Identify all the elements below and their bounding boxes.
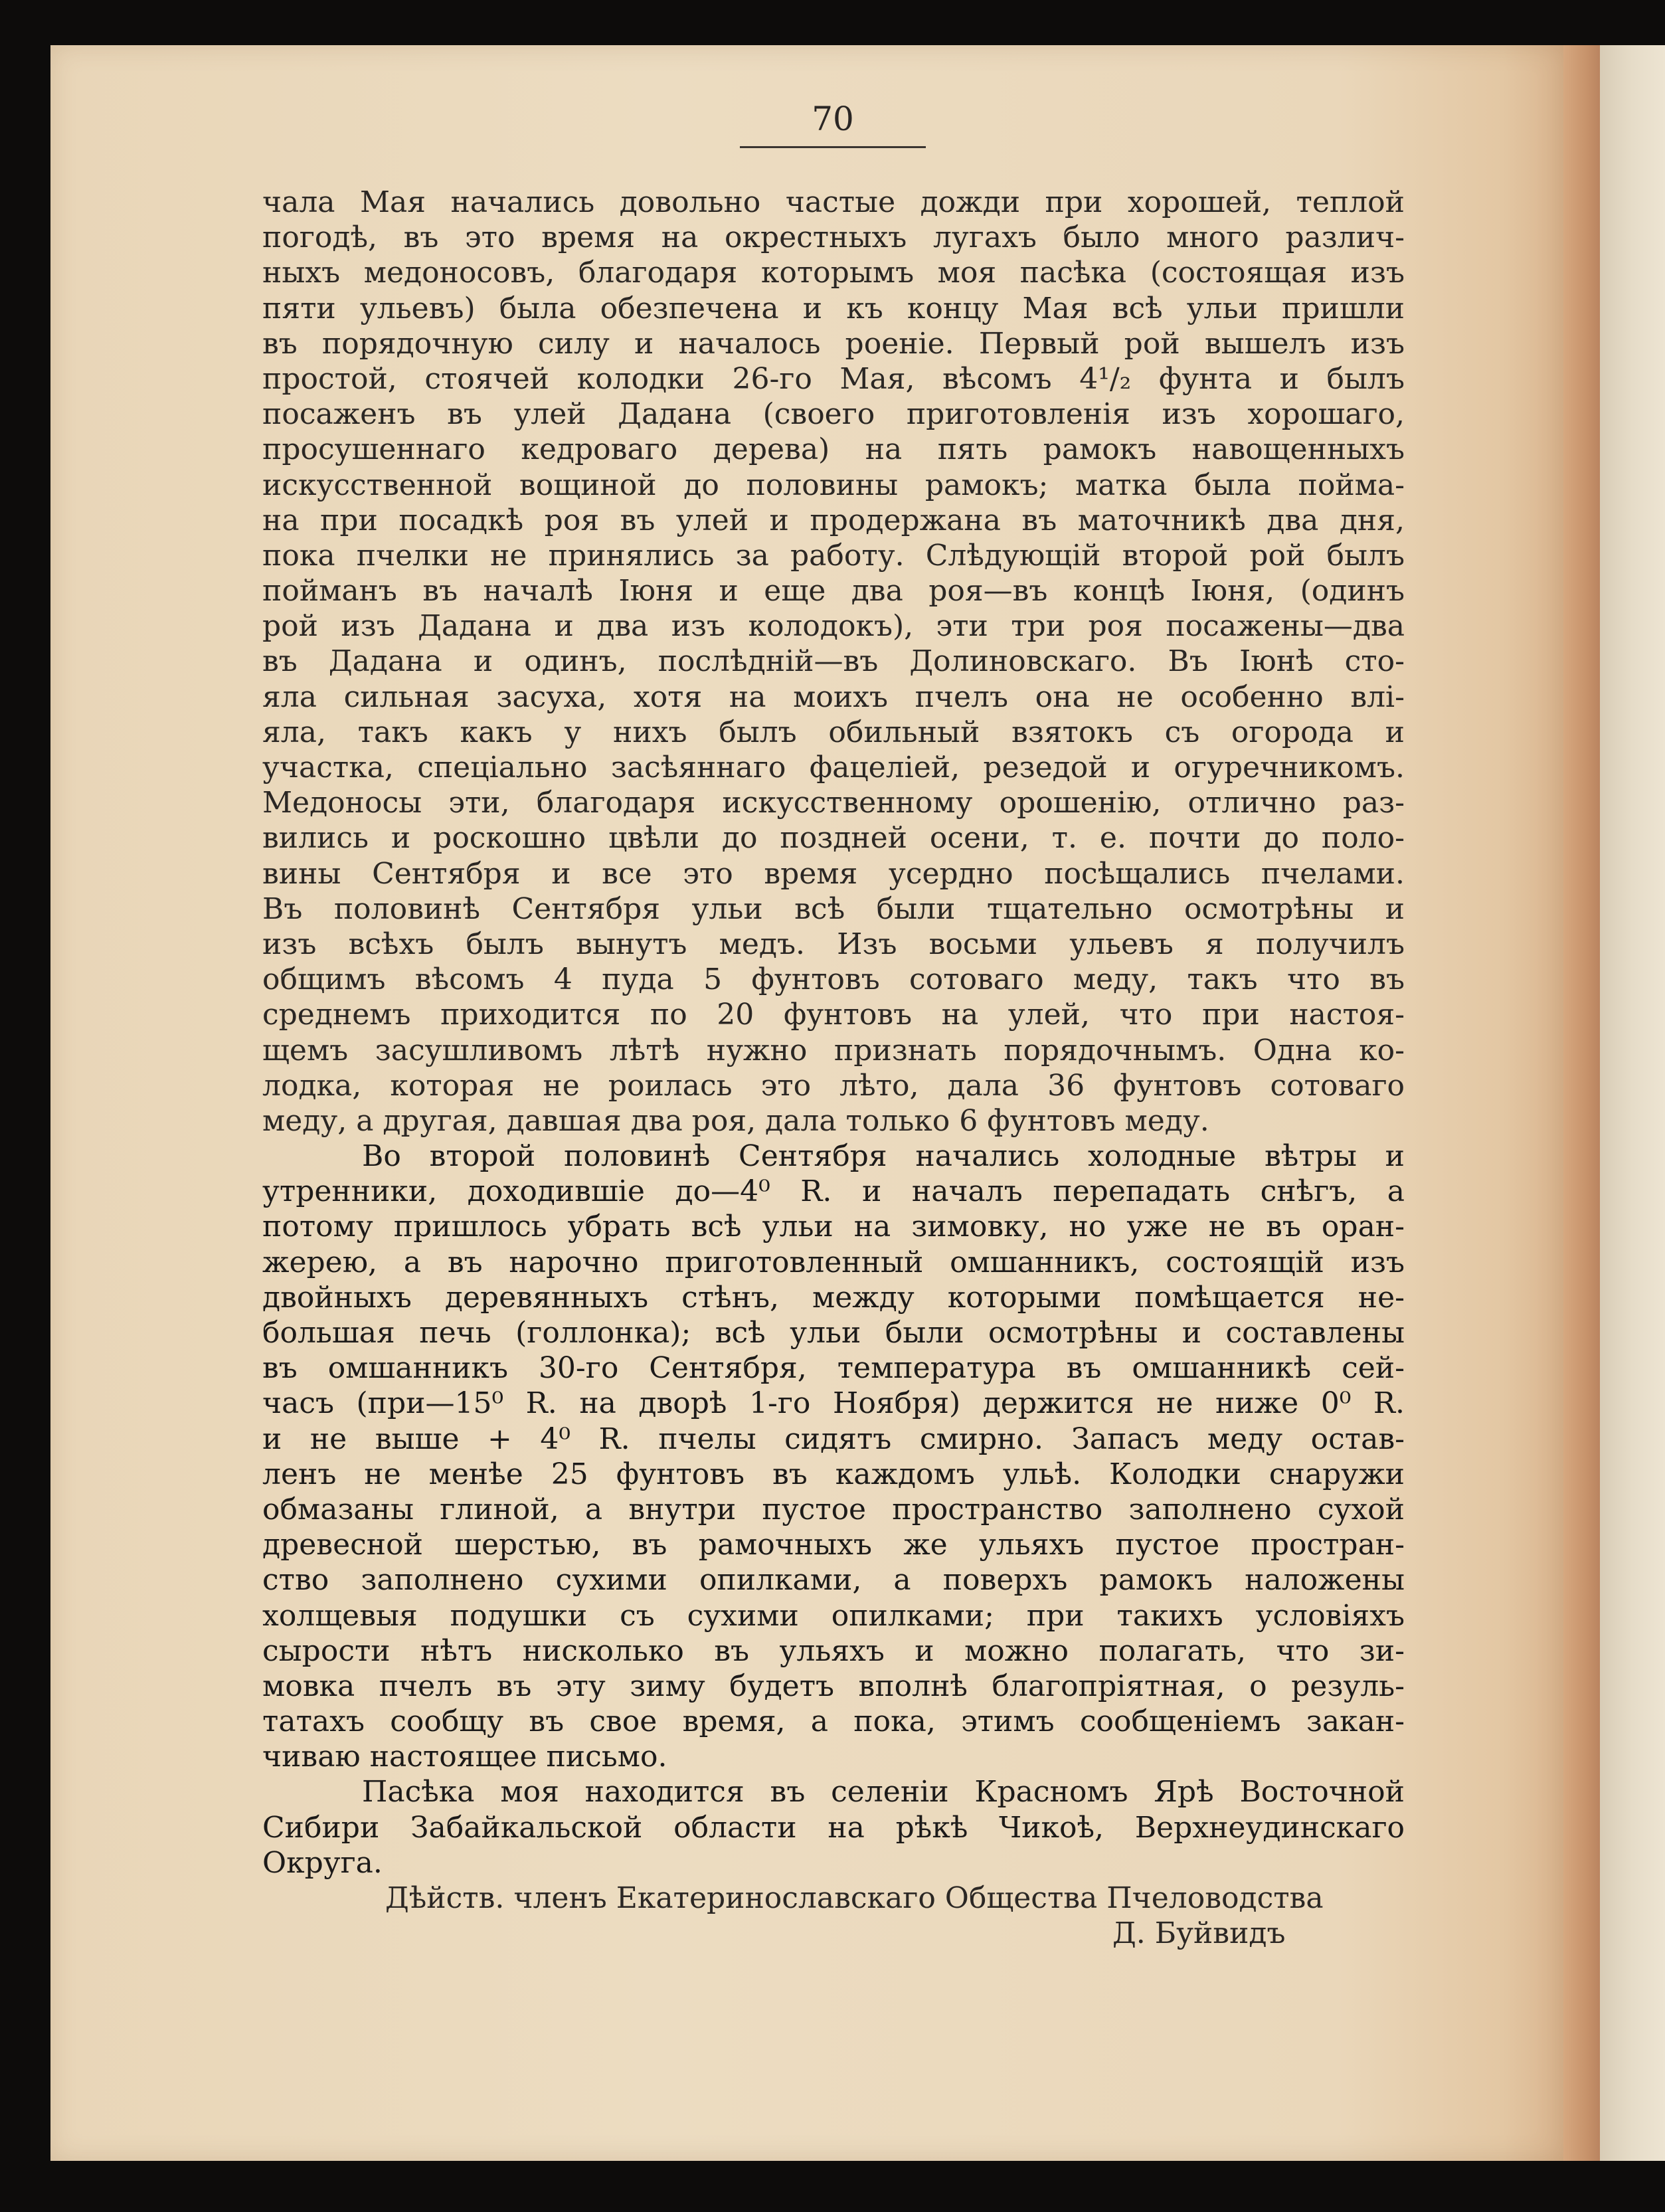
text-line: щемъ засушливомъ лѣтѣ нужно признать порядочнымъ. Одна ко-: [262, 1033, 1405, 1067]
text-line: большая печь (голлонка); всѣ ульи были осмотрѣны и составлены: [262, 1316, 1405, 1350]
text-line: вились и роскошно цвѣли до поздней осени, т. е. почти до поло-: [262, 821, 1405, 856]
text-line: общимъ вѣсомъ 4 пуда 5 фунтовъ сотоваго меду, такъ что въ: [262, 963, 1405, 997]
adjacent-page: [1600, 45, 1665, 2161]
text-line: ныхъ медоносовъ, благодаря которымъ моя пасѣка (состоящая изъ: [262, 256, 1405, 290]
text-line: татахъ сообщу въ свое время, а пока, этимъ сообщеніемъ закан-: [262, 1705, 1405, 1739]
text-line: Медоносы эти, благодаря искусственному орошенію, отлично раз-: [262, 786, 1405, 820]
text-line: посаженъ въ улей Дадана (своего приготовленія изъ хорошаго,: [262, 397, 1405, 432]
text-line: погодѣ, въ это время на окрестныхъ лугахъ было много различ-: [262, 221, 1405, 255]
body-text: [262, 185, 1405, 1951]
text-line: потому пришлось убрать всѣ ульи на зимовку, но уже не въ оран-: [262, 1210, 1405, 1244]
text-line: яла сильная засуха, хотя на моихъ пчелъ она не особенно влі-: [262, 680, 1405, 714]
page-edge-shadow: [1563, 45, 1600, 2161]
text-line: участка, спеціально засѣяннаго фацеліей, резедой и огуречникомъ.: [262, 751, 1405, 784]
text-line: Въ половинѣ Сентября ульи всѣ были тщательно осмотрѣны и: [262, 891, 1405, 926]
text-line: и не выше + 4⁰ R. пчелы сидятъ смирно. Запасъ меду остав-: [262, 1422, 1405, 1456]
text-line: меду, а другая, давшая два роя, дала только 6 фунтовъ меду.: [262, 1103, 1209, 1138]
text-line: пойманъ въ началѣ Іюня и еще два роя—въ концѣ Іюня, (одинъ: [262, 574, 1405, 608]
text-line: лодка, которая не роилась это лѣто, дала 36 фунтовъ сотоваго: [262, 1068, 1405, 1103]
text-line: изъ всѣхъ былъ вынутъ медъ. Изъ восьми ульевъ я получилъ: [262, 927, 1405, 961]
signature-name: Д. Буйвидъ: [1112, 1916, 1286, 1951]
text-line: чала Мая начались довольно частые дожди при хорошей, теплой: [262, 185, 1405, 219]
text-line: утренники, доходившіе до—4⁰ R. и началъ перепадать снѣгъ, а: [262, 1174, 1405, 1209]
text-line: жерею, а въ нарочно приготовленный омшанникъ, состоящій изъ: [262, 1245, 1405, 1279]
text-line: ленъ не менѣе 25 фунтовъ въ каждомъ ульѣ. Колодки снаружи: [262, 1457, 1405, 1491]
text-line: яла, такъ какъ у нихъ былъ обильный взятокъ съ огорода и: [262, 715, 1405, 749]
text-line: просушеннаго кедроваго дерева) на пять рамокъ навощенныхъ: [262, 432, 1405, 467]
text-line: Округа.: [262, 1845, 383, 1880]
text-line: двойныхъ деревянныхъ стѣнъ, между которыми помѣщается не-: [262, 1280, 1405, 1315]
paragraph-start-line: Во второй половинѣ Сентября начались холодные вѣтры и: [362, 1139, 1405, 1174]
text-line: мовка пчелъ въ эту зиму будетъ вполнѣ благопріятная, о резуль-: [262, 1669, 1405, 1703]
paragraph-start-line: Пасѣка моя находится въ селеніи Красномъ Ярѣ Восточной: [362, 1775, 1405, 1809]
text-line: въ омшанникъ 30-го Сентября, температура въ омшанникѣ сей-: [262, 1351, 1405, 1386]
signature-title: Дѣйств. членъ Екатеринославскаго Общества Пчеловодства: [385, 1881, 1324, 1915]
text-line: Сибири Забайкальской области на рѣкѣ Чикоѣ, Верхнеудинскаго: [262, 1810, 1405, 1845]
text-line: вины Сентября и все это время усердно посѣщались пчелами.: [262, 856, 1405, 891]
text-line: сырости нѣтъ нисколько въ ульяхъ и можно полагать, что зи-: [262, 1633, 1405, 1668]
text-line: на при посадкѣ роя въ улей и продержана въ маточникѣ два дня,: [262, 503, 1405, 537]
text-line: въ порядочную силу и началось роеніе. Первый рой вышелъ изъ: [262, 326, 1405, 361]
text-line: простой, стоячей колодки 26-го Мая, вѣсомъ 4¹/₂ фунта и былъ: [262, 361, 1405, 396]
text-line: среднемъ приходится по 20 фунтовъ на улей, что при настоя-: [262, 998, 1405, 1032]
text-line: ство заполнено сухими опилками, а поверхъ рамокъ наложены: [262, 1563, 1405, 1598]
text-line: часъ (при—15⁰ R. на дворѣ 1-го Ноября) держится не ниже 0⁰ R.: [262, 1386, 1405, 1421]
text-line: холщевыя подушки съ сухими опилками; при такихъ условіяхъ: [262, 1598, 1405, 1633]
text-line: чиваю настоящее письмо.: [262, 1740, 667, 1774]
page-number: 70: [740, 100, 926, 148]
text-line: рой изъ Дадана и два изъ колодокъ), эти три роя посажены—два: [262, 609, 1405, 644]
text-line: искусственной вощиной до половины рамокъ; матка была пойма-: [262, 468, 1405, 502]
text-line: обмазаны глиной, а внутри пустое пространство заполнено сухой: [262, 1492, 1405, 1526]
text-line: пяти ульевъ) была обезпечена и къ концу Мая всѣ ульи пришли: [262, 291, 1405, 325]
text-line: въ Дадана и одинъ, послѣдній—въ Долиновскаго. Въ Іюнѣ сто-: [262, 644, 1405, 679]
text-line: древесной шерстью, въ рамочныхъ же ульяхъ пустое простран-: [262, 1528, 1405, 1562]
text-line: пока пчелки не принялись за работу. Слѣдующій второй рой былъ: [262, 538, 1405, 573]
